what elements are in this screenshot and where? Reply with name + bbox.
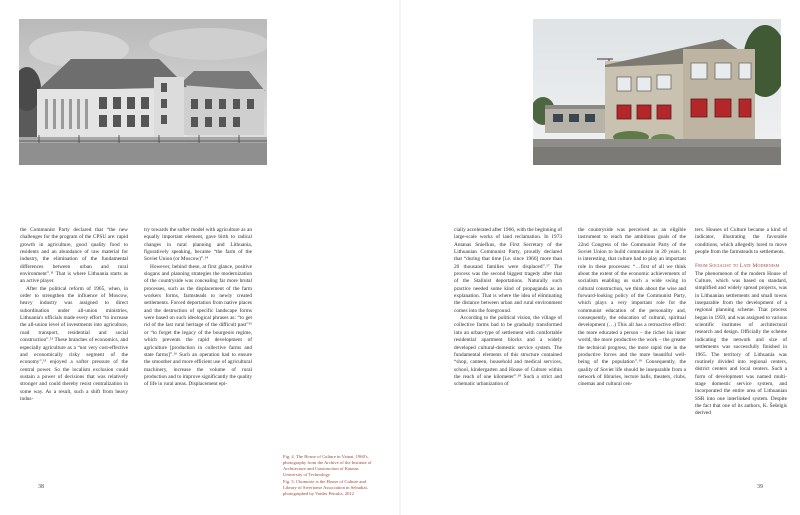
paragraph: ters. Houses of Culture became a kind of indicator, illustrating the favorable conditions, which allegedly lured to move people from the farmsteads to settlements. [695, 227, 787, 256]
paragraph: the countryside was perceived as an eligible instrument to reach the ambitious goals of the 22nd Congress of the Communist Party of the Soviet Union to build communism in 20 years. It is interesting, that culture had to play an important role in these processes: “…first of all we think about the extent of the economic achievements of socialism enabling us such a wide swing in cultural construction, we think about the wise and forward-looking policy of the Communist Party, which plays a very important role for the communist education of the personality and, consequently, the education of cultural, spiritual development (…) This all has a retroactive effect: the more educated a person – the richer his inner world, the more productive the work – the greater the technical progress, the more rapid rise in the productive forces and the more beautiful well-being of the population”.¹⁹ Consequently, the quality of Soviet life should be inseparable from a network of libraries, lecture halls, theaters, clubs, cinemas and cultural cen- [578, 227, 686, 388]
figure-caption-5: Fig. 5. Chomorie is the House of Culture and Library of Siverionse Association in Sebudiai, photographed by Vaidas Petrulis, 2012 [283, 479, 368, 496]
text-column-5 [695, 227, 787, 418]
modern-building-photo [533, 19, 781, 165]
text-column-3 [454, 227, 562, 389]
figure-caption-4: Fig. 4. The House of Culture in Vainai, 1960's, photography from the Archive of the Institute of Architecture and Construction of Kaunas University of Technology [283, 454, 372, 477]
historic-building-photo [19, 19, 267, 165]
page-number-right: 39 [757, 484, 763, 490]
page-number-left: 38 [38, 484, 44, 490]
paragraph: After the political reform of 1965, when, in order to strengthen the influence of Moscow, heavy industry was assigned to direct subordination under all-union ministries, Lithuania's officials made every effort “to increase the all-union level of investments into agriculture, road transport, residential and social construction”.¹² These branches of economics, and especially agriculture as a “not very cost-effective and economically risky segment of the economy”,¹³ enjoyed a softer pressure of the central power. So the localism exclusion could sustain a power of decisions that was relatively stronger and could thereby resist centralization in some way. As a result, such a shift from heavy indus- [20, 285, 128, 402]
photo-house-of-culture-2012 [533, 19, 781, 165]
paragraph: However, behind these, at first glance, positive slogans and planning strategies the modernization of the countryside was concealing far more brutal processes, such as the displacement of the farm workers forms, farmsteads to newly created settlements. Forced deportation from native places and the destruction of specific landscape forms were based on such ideological phrases as: “to get rid of the last rural heritage of the difficult past”¹⁵ or “to forget the legacy of the bourgeois regime, which prevents the rapid development of agriculture [production in collective farms and state farms]”.¹⁶ Such an operation had to ensure the smoother and more efficient use of agricultural machinery, increase the volume of rural production and to improve significantly the quality of life in rural areas. Displacement epi- [144, 263, 252, 388]
paragraph: According to the political vision, the village of collective farms had to be gradually transformed into an urban-type of settlement with comfortable residential apartment blocks and a widely developed cultural-domestic service system. The fundamental elements of this structure contained “shop, canteen, household and medical services, school, kindergarten and House of Culture within the reach of one kilometer”.¹⁸ Such a strict and schematic urbanization of [454, 315, 562, 388]
paragraph: try towards the softer model with agriculture as an equally important element, gave birth to radical changes in rural planning and Lithuania, figuratively speaking, became “the farm of the Soviet Union (or Moscow)”.¹⁴ [144, 227, 252, 263]
text-column-2 [144, 227, 252, 389]
text-column-1 [20, 227, 128, 403]
paragraph: the Communist Party declared that “the new challenges for the program of the CPSU are: rapid growth in agriculture, good quality food to residents and an abundance of raw material for industry, the elimination of the fundamental differences between urban and rural environment”.¹¹ That is where Lithuania starts as an active player. [20, 227, 128, 285]
paragraph: The phenomenon of the modern House of Culture, which was based on standard, simplified and widely spread projects, was in Lithuanian settlements and small towns inseparable from the development of a regional planning scheme. That process began in 1959, and was assigned to various scientific institutes of architectural research and design. Officially the scheme indicating the network and size of settlements was successfully finished in 1965. The territory of Lithuania was routinely divided into regional centers, district centers and local centers. Such a form of development was named multi-stage domestic service system, and incorporated the entire area of Lithuanian SSR into one interlinked system. Despite the fact that one of its authors, K. Šešelgis derived [695, 270, 787, 417]
text-column-4 [578, 227, 686, 389]
photo-house-of-culture-1960s [19, 19, 267, 165]
paragraph: cially accelerated after 1966, with the beginning of large-scale works of land reclamation. In 1973 Antanas Sniečkus, the First Secretary of the Lithuanian Communist Party, proudly declared that “during that time [i.e. since 1966] more than 20 thousand families were displaced”.¹⁷ The process was the second biggest tragedy after that of the Stalinist deportations. Naturally such practice needed some kind of propaganda as an explanation. That is where the idea of eliminating the distance between urban and rural environment comes into the foreground. [454, 227, 562, 314]
section-heading: From Socialist to Late Modernism [695, 263, 780, 270]
